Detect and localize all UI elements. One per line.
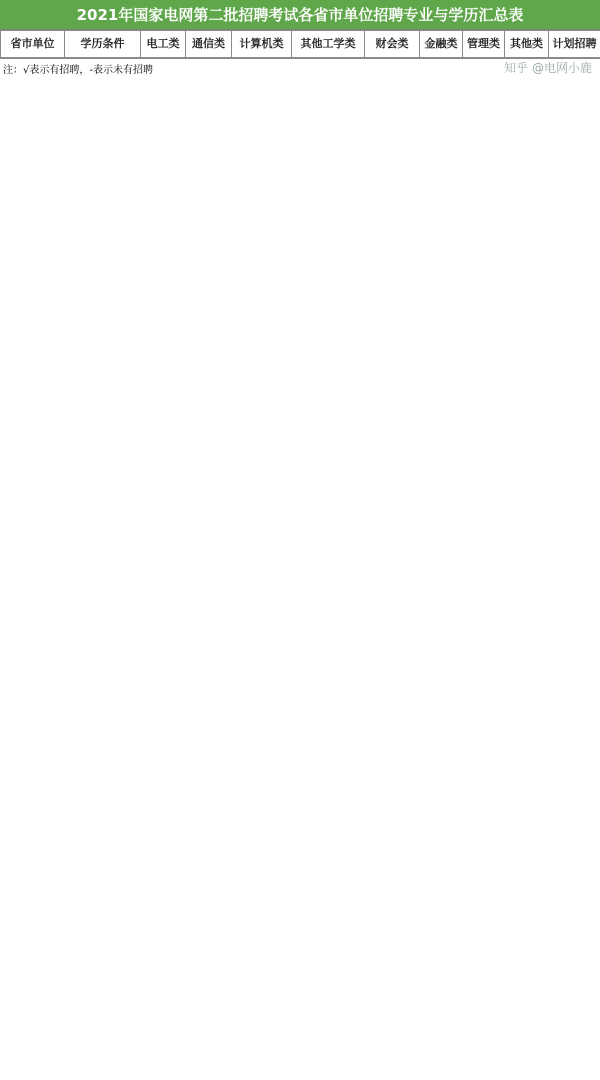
header-row [1,31,600,58]
header-cell: 通信类 [186,31,232,58]
footer-text: 注：√表示有招聘，-表示未有招聘 [3,65,153,76]
footer-note [0,58,600,78]
header-cell: 电工类 [141,31,186,58]
watermark: 知乎 @电网小鹿 [504,61,592,75]
header-cell: 其他类 [505,31,549,58]
header-cell: 管理类 [463,31,505,58]
header-cell: 计算机类 [232,31,292,58]
header-cell: 省市单位 [1,31,65,58]
header-cell: 学历条件 [65,31,141,58]
page-title: 2021年国家电网第二批招聘考试各省市单位招聘专业与学历汇总表 [0,0,600,30]
header-cell: 财会类 [365,31,420,58]
header-cell: 金融类 [420,31,463,58]
header-cell: 其他工学类 [292,31,365,58]
header-cell: 计划招聘 [549,31,600,58]
summary-table [0,30,600,58]
